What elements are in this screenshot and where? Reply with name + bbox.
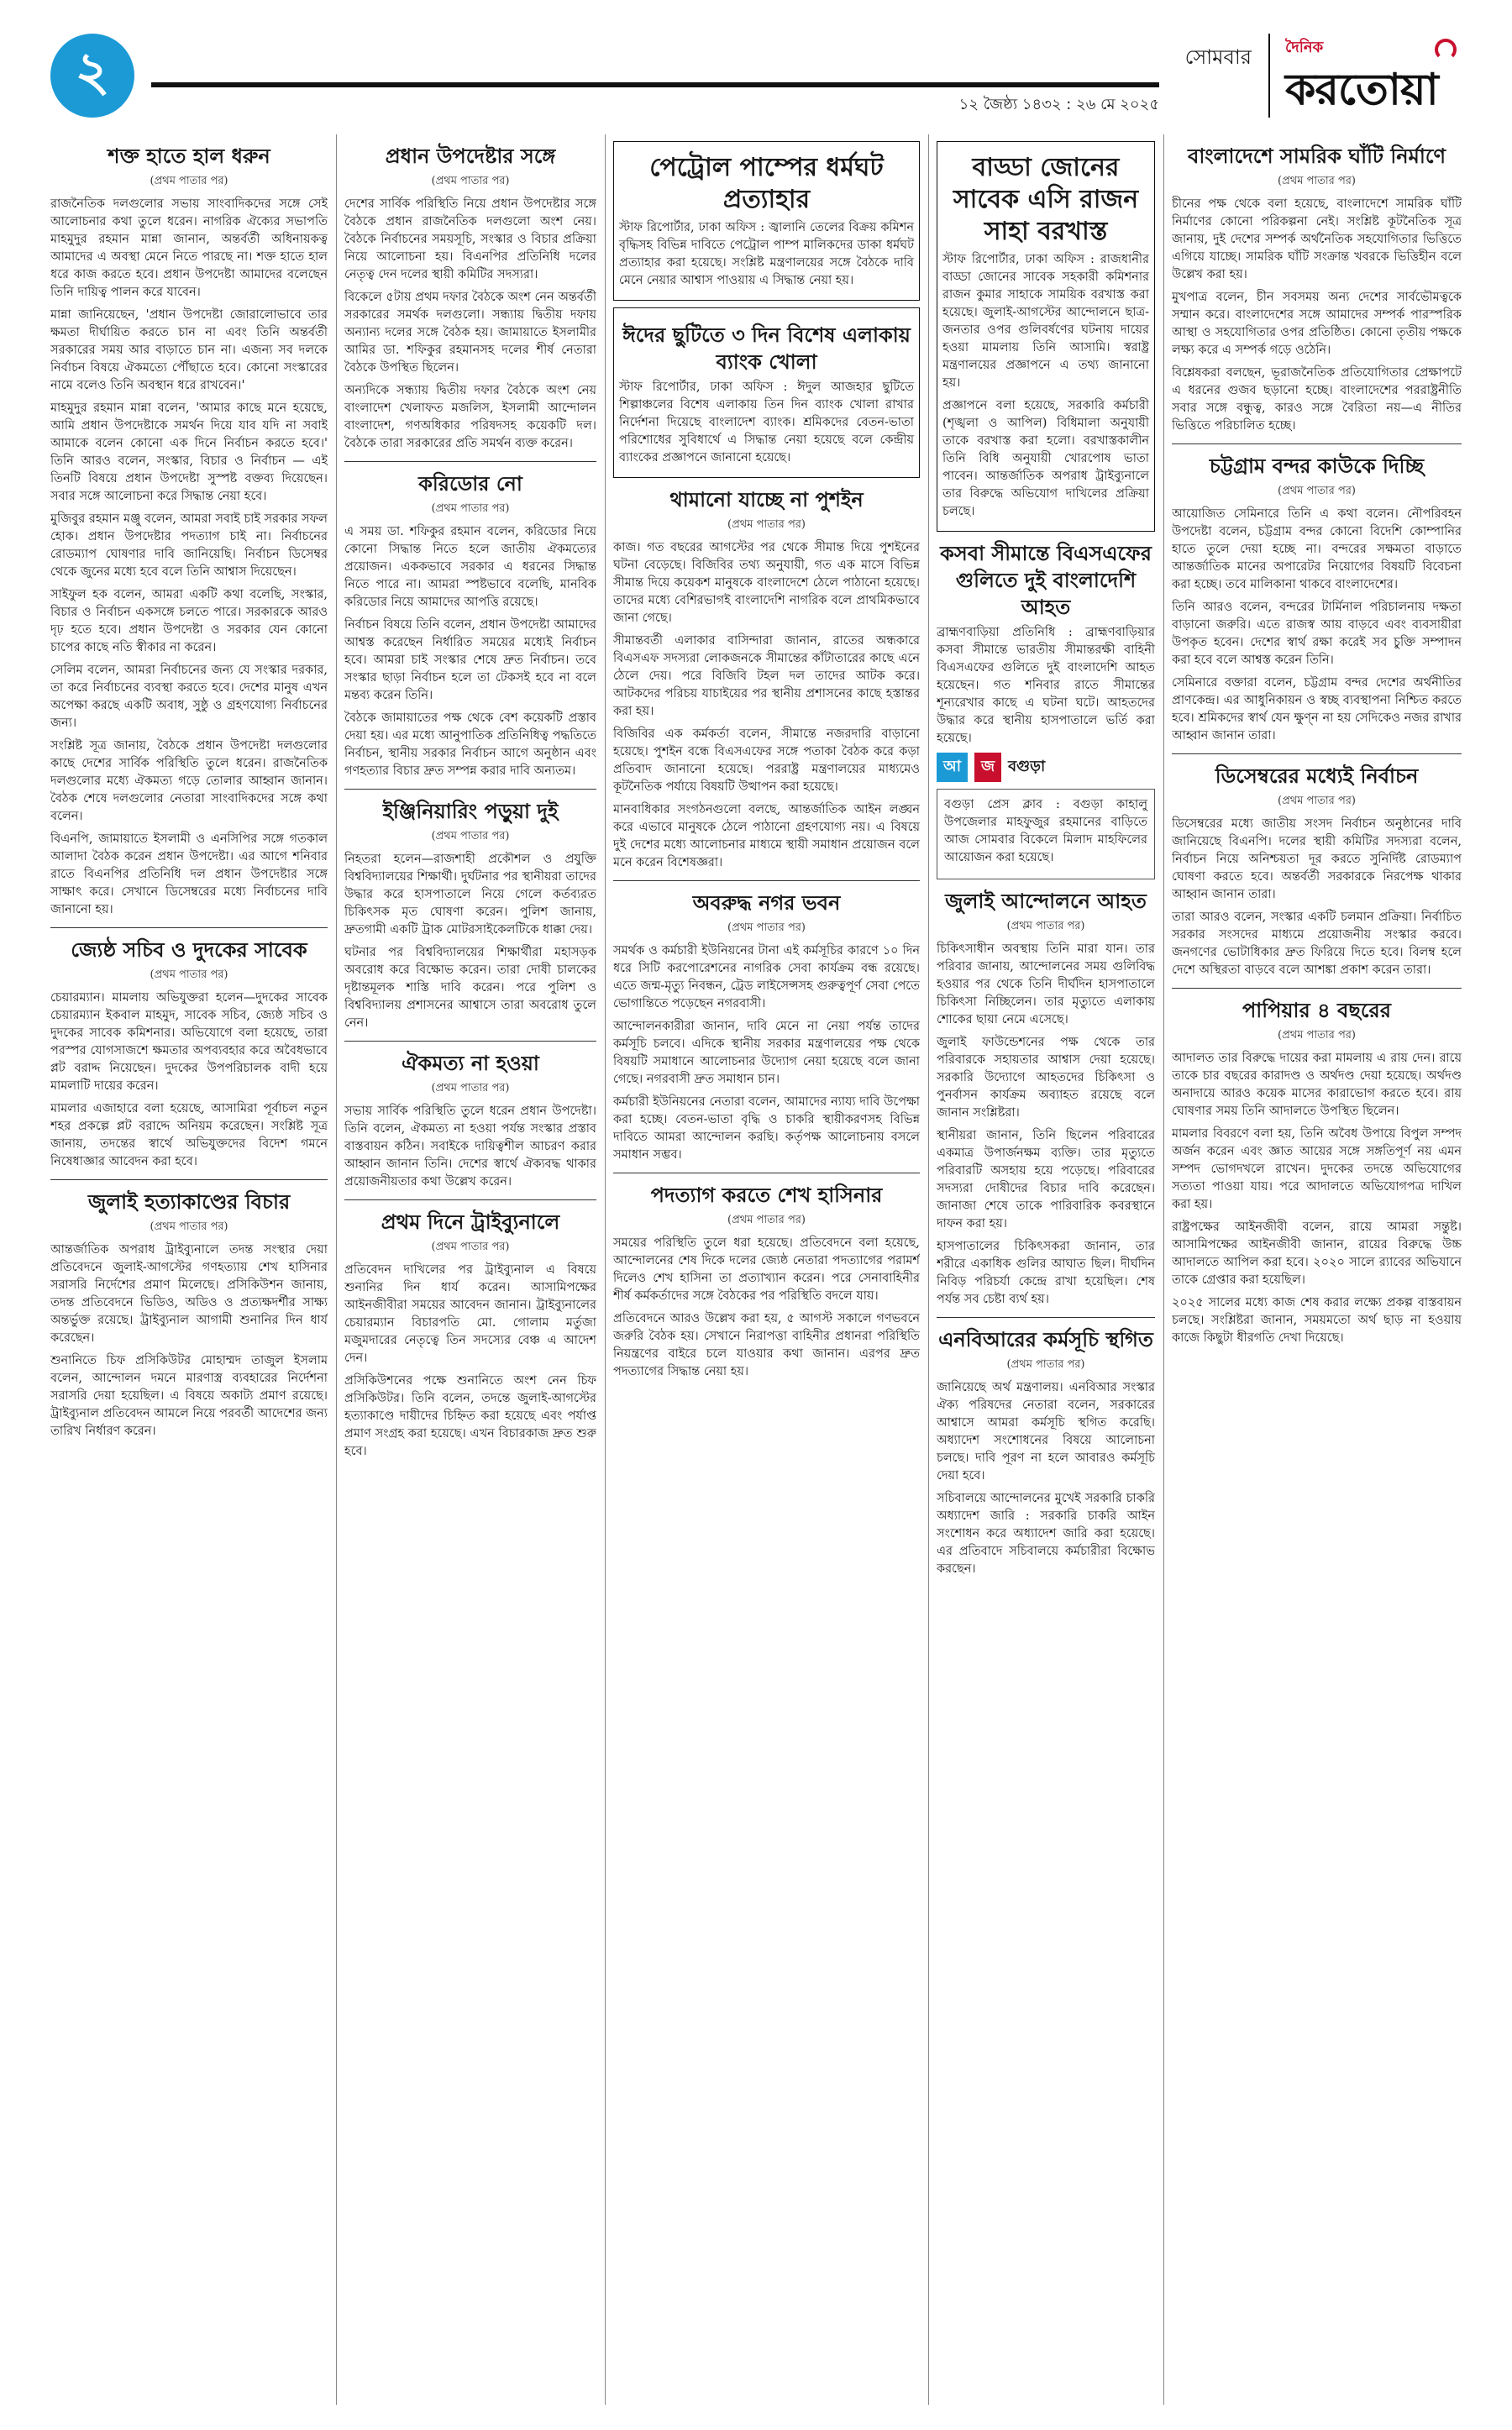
article-paragraph: আয়োজিত সেমিনারে তিনি এ কথা বলেন। নৌপরিবহন উপদেষ্টা বলেন, চট্টগ্রাম বন্দর কোনো বিদেশি কোম্পানির হাতে তুলে দেয়া হচ্ছে না। বন্দরের সক্ষমতা বাড়াতে আন্তর্জাতিক মানের অপারেটর নিয়োগের বিষয়টি বিবেচনা করা হচ্ছে। তবে মালিকানা থাকবে বাংলাদেশের। [1172,507,1462,591]
headline: কসবা সীমান্তে বিএসএফের গুলিতে দুই বাংলাদেশি আহত [940,541,1152,619]
continuation-note: (প্রথম পাতার পর) [727,518,806,531]
headline: ঈদের ছুটিতে ৩ দিন বিশেষ এলাকায় ব্যাংক খোলা [622,323,911,374]
continuation-note: (প্রথম পাতার পর) [150,968,228,981]
article-paragraph: সেমিনারে বক্তারা বলেন, চট্টগ্রাম বন্দর দেশের অর্থনীতির প্রাণকেন্দ্র। এর আধুনিকায়ন ও স্বচ্ছ ব্যবস্থাপনা নিশ্চিত করতে হবে। শ্রমিকদের স্বার্থ যেন ক্ষুণ্ন না হয় সেদিকেও নজর রাখার আহ্বান জানান তারা। [1172,676,1462,743]
article-paragraph: ডিসেম্বরের মধ্যে জাতীয় সংসদ নির্বাচন অনুষ্ঠানের দাবি জানিয়েছে বিএনপি। দলের স্থায়ী কমিটির সদস্যরা বলেন, নির্বাচন নিয়ে অনিশ্চয়তা দূর করতে সুনির্দিষ্ট রোডম্যাপ ঘোষণা করতে হবে। অন্তর্বর্তী সরকারকে নিরপেক্ষ থাকার আহ্বান জানান তারা। [1172,817,1462,901]
article-paragraph: জুলাই ফাউন্ডেশনের পক্ষ থেকে তার পরিবারকে সহায়তার আশ্বাস দেয়া হয়েছে। সরকারি উদ্যোগে আহতদের চিকিৎসা ও পুনর্বাসন কার্যক্রম অব্যাহত রয়েছে বলে জানান সংশ্লিষ্টরা। [937,1036,1155,1120]
article-paragraph: বিজিবির এক কর্মকর্তা বলেন, সীমান্তে নজরদারি বাড়ানো হয়েছে। পুশইন বন্ধে বিএসএফের সঙ্গে পতাকা বৈঠক করে কড়া প্রতিবাদ জানানো হয়েছে। পররাষ্ট্র মন্ত্রণালয়ের মাধ্যমেও কূটনৈতিক পর্যায়ে বিষয়টি উত্থাপন করা হয়েছে। [613,727,920,794]
article-paragraph: নিহতরা হলেন—রাজশাহী প্রকৌশল ও প্রযুক্তি বিশ্ববিদ্যালয়ের শিক্ষার্থী। দুর্ঘটনার পর স্থানীয়রা তাদের উদ্ধার করে হাসপাতালে নিয়ে গেলে কর্তব্যরত চিকিৎসক মৃত ঘোষণা করেন। পুলিশ জানায়, দ্রুতগামী একটি ট্রাক মোটরসাইকেলটিকে ধাক্কা দেয়। [344,853,596,937]
section-divider [613,880,920,881]
logo-title: করতোয়া [1285,65,1438,115]
article-paragraph: স্থানীয়রা জানান, তিনি ছিলেন পরিবারের একমাত্র উপার্জনক্ষম ব্যক্তি। তার মৃত্যুতে পরিবারটি অসহায় হয়ে পড়েছে। পরিবারের সদস্যরা দোষীদের বিচার দাবি করেছেন। জানাজা শেষে তাকে পারিবারিক কবরস্থানে দাফন করা হয়। [937,1129,1155,1231]
article-paragraph: বিশ্লেষকরা বলছেন, ভূরাজনৈতিক প্রতিযোগিতার প্রেক্ষাপটে এ ধরনের গুজব ছড়ানো হচ্ছে। বাংলাদেশের পররাষ্ট্রনীতি সবার সঙ্গে বন্ধুত্ব, কারও সঙ্গে বৈরিতা নয়—এ নীতির ভিত্তিতে পরিচালিত হচ্ছে। [1172,366,1462,433]
headline: জুলাই হত্যাকাণ্ডের বিচার [87,1189,291,1214]
section-divider [1172,443,1462,444]
article-paragraph: স্টাফ রিপোর্টার, ঢাকা অফিস : ঈদুল আজহার ছুটিতে শিল্পাঞ্চলের বিশেষ এলাকায় তিন দিন ব্যাংক খোলা রাখার নির্দেশনা দিয়েছে বাংলাদেশ ব্যাংক। শ্রমিকদের বেতন-ভাতা পরিশোধের সুবিধার্থে এ সিদ্ধান্ত নেয়া হয়েছে বলে কেন্দ্রীয় ব্যাংকের প্রজ্ঞাপনে জানানো হয়েছে। [619,381,914,464]
article-paragraph: সীমান্তবর্তী এলাকার বাসিন্দারা জানান, রাতের অন্ধকারে বিএসএফ সদস্যরা লোকজনকে সীমান্তের কাঁটাতারের কাছে এনে ঠেলে দেয়। পরে বিজিবি টহল দল তাদের আটক করে। আটকদের পরিচয় যাচাইয়ের পর স্থানীয় প্রশাসনের কাছে হস্তান্তর করা হয়। [613,634,920,718]
section-badge: জ [974,753,1001,782]
continuation-note: (প্রথম পাতার পর) [1006,920,1085,932]
article-paragraph: মাহমুদুর রহমান মান্না বলেন, 'আমার কাছে মনে হয়েছে, আমি প্রধান উপদেষ্টাকে সমর্থন দিয়ে যাব যদি না সবাই আমাকে বলেন কোনো এক দিনে নির্বাচন করতে হবে।' তিনি আরও বলেন, সংস্কার, বিচার ও নির্বাচন — এই তিনটি বিষয়ে প্রধান উপদেষ্টা সুস্পষ্ট বক্তব্য দিয়েছেন। সবার সঙ্গে আলোচনা করে সিদ্ধান্ত নেয়া হবে। [50,402,328,503]
article-paragraph: বিএনপি, জামায়াতে ইসলামী ও এনসিপির সঙ্গে গতকাল আলাদা বৈঠক করেন প্রধান উপদেষ্টা। এর আগে শনিবার রাতে বিএনপির প্রতিনিধি দল প্রধান উপদেষ্টার সঙ্গে সাক্ষাৎ করে। সেখানে ডিসেম্বরের মধ্যে নির্বাচনের দাবি জানানো হয়। [50,832,328,916]
article-paragraph: হাসপাতালের চিকিৎসকরা জানান, তার শরীরে একাধিক গুলির আঘাত ছিল। দীর্ঘদিন নিবিড় পরিচর্যা কেন্দ্রে রাখা হয়েছিল। শেষ পর্যন্ত সব চেষ্টা ব্যর্থ হয়। [937,1240,1155,1306]
article-paragraph: মামলার বিবরণে বলা হয়, তিনি অবৈধ উপায়ে বিপুল সম্পদ অর্জন করেন এবং জ্ঞাত আয়ের সঙ্গে সঙ্গতিপূর্ণ নয় এমন সম্পদ ভোগদখলে রাখেন। দুদকের তদন্তে অভিযোগের সত্যতা পাওয়া যায়। পরে আদালতে অভিযোগপত্র দাখিল করা হয়। [1172,1127,1462,1211]
column-3 [613,134,920,2405]
continuation-note: (প্রথম পাতার পর) [1278,795,1356,807]
section-divider [1172,988,1462,989]
article-paragraph: অন্যদিকে সন্ধ্যায় দ্বিতীয় দফার বৈঠকে অংশ নেয় বাংলাদেশ খেলাফত মজলিস, ইসলামী আন্দোলন বাংলাদেশ, গণঅধিকার পরিষদসহ কয়েকটি দল। বৈঠকে তারা সরকারের প্রতি সমর্থন ব্যক্ত করেন। [344,384,596,450]
continuation-note: (প্রথম পাতার পর) [431,502,510,515]
headline: বাংলাদেশে সামরিক ঘাঁটি নির্মাণে [1187,144,1446,168]
article-paragraph: সংশ্লিষ্ট সূত্র জানায়, বৈঠকে প্রধান উপদেষ্টা দলগুলোর কাছে দেশের সার্বিক পরিস্থিতি তুলে ধরেন। রাজনৈতিক দলগুলোর মধ্যে ঐকমত্য গড়ে তোলার আহ্বান জানান। বৈঠক শেষে দলগুলোর নেতারা সাংবাদিকদের সঙ্গে কথা বলেন। [50,739,328,823]
article-paragraph: প্রতিবেদনে আরও উল্লেখ করা হয়, ৫ আগস্ট সকালে গণভবনে জরুরি বৈঠক হয়। সেখানে নিরাপত্তা বাহিনীর প্রধানরা পরিস্থিতি নিয়ন্ত্রণের বাইরে চলে যাওয়ার কথা জানান। এরপর দ্রুত পদত্যাগের সিদ্ধান্ত নেয়া হয়। [613,1312,920,1378]
continuation-note: (প্রথম পাতার পর) [431,1082,510,1094]
section-divider [50,1179,328,1180]
headline: করিডোর নো [418,471,522,496]
logo-arc-icon [1435,39,1457,60]
page-number-badge: ২ [50,34,134,118]
masthead [50,34,1462,122]
article-paragraph: ঘটনার পর বিশ্ববিদ্যালয়ের শিক্ষার্থীরা মহাসড়ক অবরোধ করে বিক্ষোভ করেন। তারা দোষী চালকের দৃষ্টান্তমূলক শাস্তি দাবি করেন। পরে পুলিশ ও বিশ্ববিদ্যালয় প্রশাসনের আশ্বাসে তারা অবরোধ তুলে নেন। [344,946,596,1030]
continuation-note: (প্রথম পাতার পর) [431,1241,510,1253]
continuation-note: (প্রথম পাতার পর) [150,1220,228,1233]
article-paragraph: বৈঠকে জামায়াতের পক্ষ থেকে বেশ কয়েকটি প্রস্তাব দেয়া হয়। এর মধ্যে আনুপাতিক প্রতিনিধিত্ব পদ্ধতিতে নির্বাচন, স্থানীয় সরকার নির্বাচন আগে অনুষ্ঠান এবং গণহত্যার বিচার দ্রুত সম্পন্ন করার দাবি অন্যতম। [344,711,596,778]
article-paragraph: আদালত তার বিরুদ্ধে দায়ের করা মামলায় এ রায় দেন। রায়ে তাকে চার বছরের কারাদণ্ড ও অর্থদণ্ড দেয়া হয়েছে। অর্থদণ্ড অনাদায়ে আরও কয়েক মাসের কারাভোগ করতে হবে। রায় ঘোষণার সময় তিনি আদালতে উপস্থিত ছিলেন। [1172,1052,1462,1118]
boxed-news [937,141,1155,532]
headline: এনবিআরের কর্মসূচি স্থগিত [938,1327,1153,1351]
article-paragraph: তিনি আরও বলেন, বন্দরের টার্মিনাল পরিচালনায় দক্ষতা বাড়ানো জরুরি। এতে রাজস্ব আয় বাড়বে এবং ব্যবসায়ীরা উপকৃত হবেন। দেশের স্বার্থ রক্ষা করেই সব চুক্তি সম্পাদন করা হবে বলে আশ্বস্ত করেন তিনি। [1172,601,1462,667]
section-divider [344,1041,596,1042]
article-paragraph: মান্না জানিয়েছেন, 'প্রধান উপদেষ্টা জোরালোভাবে তার ক্ষমতা দীর্ঘায়িত করতে চান না এবং তিনি অন্তর্বর্তী সরকারের সময় আর বাড়াতে চান না। এজন্য সব দলকে নির্বাচন বিষয়ে ঐকমত্যে পৌঁছাতে হবে। কোনো সংস্কারের নামে বলেও তিনি অবস্থান ধরে রাখবেন।' [50,308,328,392]
article-paragraph: দেশের সার্বিক পরিস্থিতি নিয়ে প্রধান উপদেষ্টার সঙ্গে বৈঠকে প্রধান রাজনৈতিক দলগুলো অংশ নেয়। বৈঠকে নির্বাচনের সময়সূচি, সংস্কার ও বিচার প্রক্রিয়া নিয়ে আলোচনা হয়। বিএনপির প্রতিনিধি দলের নেতৃত্ব দেন দলের স্থায়ী কমিটির সদস্যরা। [344,197,596,281]
article-paragraph: মুখপাত্র বলেন, চীন সবসময় অন্য দেশের সার্বভৌমত্বকে সম্মান করে। বাংলাদেশের সঙ্গে আমাদের সম্পর্ক পারস্পরিক আস্থা ও সহযোগিতার ওপর প্রতিষ্ঠিত। কোনো তৃতীয় পক্ষকে লক্ষ্য করে এ সম্পর্ক গড়ে ওঠেনি। [1172,291,1462,357]
section-badge: আ [937,753,968,782]
article-paragraph: সময়ের পরিস্থিতি তুলে ধরা হয়েছে। প্রতিবেদনে বলা হয়েছে, আন্দোলনের শেষ দিকে দলের জ্যেষ্ঠ নেতারা পদত্যাগের পরামর্শ দিলেও শেখ হাসিনা তা প্রত্যাখ্যান করেন। পরে সেনাবাহিনীর শীর্ষ কর্মকর্তাদের সঙ্গে বৈঠকের পর পরিস্থিতি বদলে যায়। [613,1236,920,1303]
article-paragraph: সচিবালয়ে আন্দোলনের মুখেই সরকারি চাকরি অধ্যাদেশ জারি : সরকারি চাকরি আইন সংশোধন করে অধ্যাদেশ জারি করা হয়েছে। এর প্রতিবাদে সচিবালয়ে কর্মচারীরা বিক্ষোভ করছেন। [937,1492,1155,1576]
headline: শক্ত হাতে হাল ধরুন [108,144,270,168]
continuation-note: (প্রথম পাতার পর) [150,175,228,187]
notice-box [937,789,1155,879]
headline: জ্যেষ্ঠ সচিব ও দুদকের সাবেক [71,937,307,962]
article-paragraph: রাষ্ট্রপক্ষের আইনজীবী বলেন, রায়ে আমরা সন্তুষ্ট। আসামিপক্ষের আইনজীবী জানান, রায়ের বিরুদ্ধে উচ্চ আদালতে আপিল করা হবে। ২০২০ সালে র‍্যাবের অভিযানে তাকে গ্রেপ্তার করা হয়েছিল। [1172,1220,1462,1287]
continuation-note: (প্রথম পাতার পর) [431,175,510,187]
column-divider [605,134,606,2405]
section-divider [344,461,596,462]
article-paragraph: চীনের পক্ষ থেকে বলা হয়েছে, বাংলাদেশে সামরিক ঘাঁটি নির্মাণের কোনো পরিকল্পনা নেই। সংশ্লিষ্ট কূটনৈতিক সূত্র জানায়, দুই দেশের সম্পর্ক অর্থনৈতিক সহযোগিতার ভিত্তিতে এগিয়ে যাচ্ছে। সামরিক ঘাঁটি সংক্রান্ত খবরকে ভিত্তিহীন বলে উল্লেখ করা হয়। [1172,197,1462,281]
article-paragraph: সাইফুল হক বলেন, আমরা একটি কথা বলেছি, সংস্কার, বিচার ও নির্বাচন একসঙ্গে চলতে পারে। সরকারকে আরও দৃঢ় হতে হবে। প্রধান উপদেষ্টা ও সরকার যেন কোনো চাপের কাছে নতি স্বীকার না করেন। [50,588,328,654]
newspaper-logo [1268,34,1462,118]
article-paragraph: জানিয়েছে অর্থ মন্ত্রণালয়। এনবিআর সংস্কার ঐক্য পরিষদের নেতারা বলেন, সরকারের আশ্বাসে আমরা কর্মসূচি স্থগিত করেছি। অধ্যাদেশ সংশোধনের বিষয়ে আলোচনা চলছে। দাবি পূরণ না হলে আবারও কর্মসূচি দেয়া হবে। [937,1381,1155,1483]
article-paragraph: ২০২৫ সালের মধ্যে কাজ শেষ করার লক্ষ্যে প্রকল্প বাস্তবায়ন চলছে। সংশ্লিষ্টরা জানান, সময়মতো অর্থ ছাড় না হওয়ায় কাজে কিছুটা ধীরগতি দেখা দিয়েছে। [1172,1296,1462,1345]
headline: ইঞ্জিনিয়ারিং পড়ুয়া দুই [382,799,559,823]
article-paragraph: নির্বাচন বিষয়ে তিনি বলেন, প্রধান উপদেষ্টা আমাদের আশ্বস্ত করেছেন নির্ধারিত সময়ের মধ্যেই নির্বাচন হবে। আমরা চাই সংস্কার শেষে দ্রুত নির্বাচন। তবে সংস্কার ছাড়া নির্বাচন হলে তা টেকসই হবে না বলে মন্তব্য করেন তিনি। [344,618,596,702]
section-divider [937,1317,1155,1318]
masthead-date: ১২ জৈষ্ঠ্য ১৪৩২ : ২৬ মে ২০২৫ [958,96,1159,113]
article-paragraph: এ সময় ডা. শফিকুর রহমান বলেন, করিডোর নিয়ে কোনো সিদ্ধান্ত নিতে হলে জাতীয় ঐকমত্যের প্রয়োজন। এককভাবে সরকার এ ধরনের সিদ্ধান্ত নিতে পারে না। আমরা স্পষ্টভাবে বলেছি, মানবিক করিডোর নিয়ে আমাদের আপত্তি রয়েছে। [344,525,596,609]
masthead-day: সোমবার [1184,45,1252,69]
article-paragraph: মানবাধিকার সংগঠনগুলো বলছে, আন্তর্জাতিক আইন লঙ্ঘন করে এভাবে মানুষকে ঠেলে পাঠানো গ্রহণযোগ্য নয়। এ বিষয়ে দুই দেশের মধ্যে আলোচনার মাধ্যমে স্থায়ী সমাধান প্রয়োজন বলে মনে করেন বিশেষজ্ঞরা। [613,803,920,869]
article-paragraph: চেয়ারম্যান। মামলায় অভিযুক্তরা হলেন—দুদকের সাবেক চেয়ারম্যান ইকবাল মাহমুদ, সাবেক সচিব, জ্যেষ্ঠ সচিব ও দুদকের সাবেক কমিশনার। অভিযোগে বলা হয়েছে, তারা পরস্পর যোগসাজশে ক্ষমতার অপব্যবহার করে অবৈধভাবে প্লট বরাদ্দ নিয়েছেন। দুদকের উপপরিচালক বাদী হয়ে মামলাটি দায়ের করেন। [50,991,328,1093]
article-paragraph: তারা আরও বলেন, সংস্কার একটি চলমান প্রক্রিয়া। নির্বাচিত সরকার সংসদের মাধ্যমে প্রয়োজনীয় সংস্কার করবে। জনগণের ভোটাধিকার দ্রুত ফিরিয়ে দিতে হবে। বিলম্ব হলে দেশে অস্থিরতা বাড়বে বলে আশঙ্কা প্রকাশ করেন তারা। [1172,911,1462,977]
article-paragraph: শুনানিতে চিফ প্রসিকিউটর মোহাম্মদ তাজুল ইসলাম বলেন, আন্দোলন দমনে মারণাস্ত্র ব্যবহারের নির্দেশনা সরাসরি দেয়া হয়েছিল। এ বিষয়ে অকাট্য প্রমাণ রয়েছে। ট্রাইব্যুনাল প্রতিবেদন আমলে নিয়ে পরবর্তী আদেশের জন্য তারিখ নির্ধারণ করেন। [50,1354,328,1438]
article-paragraph: সেলিম বলেন, আমরা নির্বাচনের জন্য যে সংস্কার দরকার, তা করে নির্বাচনের ব্যবস্থা করতে হবে। দেশের মানুষ এখন অপেক্ষা করছে একটি অবাধ, সুষ্ঠু ও গ্রহণযোগ্য নির্বাচনের জন্য। [50,664,328,730]
article-paragraph: সমর্থক ও কর্মচারী ইউনিয়নের টানা এই কর্মসূচির কারণে ১০ দিন ধরে সিটি করপোরেশনের নাগরিক সেবা কার্যক্রম বন্ধ রয়েছে। এতে জন্ম-মৃত্যু নিবন্ধন, ট্রেড লাইসেন্সসহ গুরুত্বপূর্ণ সেবা পেতে ভোগান্তিতে পড়েছেন নগরবাসী। [613,944,920,1010]
article-paragraph: বিকেলে ৫টায় প্রথম দফার বৈঠকে অংশ নেন অন্তর্বর্তী সরকারের সমর্থক দলগুলো। সন্ধ্যায় দ্বিতীয় দফায় অন্যান্য দলের সঙ্গে বৈঠক হয়। জামায়াতে ইসলামীর আমির ডা. শফিকুর রহমানসহ দলের শীর্ষ নেতারা বৈঠকে উপস্থিত ছিলেন। [344,291,596,375]
article-paragraph: প্রতিবেদন দাখিলের পর ট্রাইব্যুনাল এ বিষয়ে শুনানির দিন ধার্য করেন। আসামিপক্ষের আইনজীবীরা সময়ের আবেদন জানান। ট্রাইব্যুনালের চেয়ারম্যান বিচারপতি মো. গোলাম মর্তুজা মজুমদারের নেতৃত্বে তিন সদস্যের বেঞ্চ এ আদেশ দেন। [344,1263,596,1365]
headline: পদত্যাগ করতে শেখ হাসিনার [650,1183,883,1207]
place-label: বগুড়া [1008,758,1046,775]
continuation-note: (প্রথম পাতার পর) [1278,1029,1356,1042]
column-1 [50,134,328,2405]
section-divider [50,927,328,928]
headline: অবরুদ্ধ নগর ভবন [692,890,841,915]
headline: ডিসেম্বরের মধ্যেই নির্বাচন [1215,764,1419,788]
section-divider [1172,753,1462,754]
boxed-news [613,141,920,301]
headline: পাপিয়ার ৪ বছরের [1242,998,1391,1022]
headline: থামানো যাচ্ছে না পুশইন [669,487,864,512]
column-divider [1163,134,1164,2405]
continuation-note: (প্রথম পাতার পর) [1278,485,1356,497]
headline: পেট্রোল পাম্পের ধর্মঘট প্রত্যাহার [649,153,884,214]
article-paragraph: মুজিবুর রহমান মঞ্জু বলেন, আমরা সবাই চাই সরকার সফল হোক। প্রধান উপদেষ্টার পদত্যাগ চাই না। নির্বাচনের রোডম্যাপ ঘোষণার দাবি জানিয়েছি। নির্বাচন ডিসেম্বর থেকে জুনের মধ্যে হবে বলে তিনি আশ্বাস দিয়েছেন। [50,512,328,579]
headline: প্রধান উপদেষ্টার সঙ্গে [385,144,556,168]
article-paragraph: রাজনৈতিক দলগুলোর সভায় সাংবাদিকদের সঙ্গে সেই আলোচনার কথা তুলে ধরেন। নাগরিক ঐক্যের সভাপতি মাহমুদুর রহমান মান্না জানান, অন্তর্বর্তী অধিনায়কত্ব আমাদের এ অবস্থা মেনে নিতে পারছে না। শক্ত হাতে হাল ধরে কাজ করতে হবে। প্রধান উপদেষ্টা আমাদের বলেছেন তিনি দায়িত্ব পালন করে যাবেন। [50,197,328,299]
headline: ঐকমত্য না হওয়া [402,1051,539,1075]
column-5 [1172,134,1462,2405]
section-divider [344,789,596,790]
logo-small-text: দৈনিক [1285,39,1324,56]
article-paragraph: স্টাফ রিপোর্টার, ঢাকা অফিস : রাজধানীর বাড্ডা জোনের সাবেক সহকারী কমিশনার রাজন কুমার সাহাকে সাময়িক বরখাস্ত করা হয়েছে। জুলাই-আগস্টের আন্দোলনে ছাত্র-জনতার ওপর গুলিবর্ষণের ঘটনায় দায়ের হওয়া মামলায় তিনি আসামি। স্বরাষ্ট্র মন্ত্রণালয়ের প্রজ্ঞাপনে এ তথ্য জানানো হয়। [942,253,1149,390]
article-paragraph: চিকিৎসাধীন অবস্থায় তিনি মারা যান। তার পরিবার জানায়, আন্দোলনের সময় গুলিবিদ্ধ হওয়ার পর থেকে তিনি দীর্ঘদিন হাসপাতালে চিকিৎসা নিচ্ছিলেন। তার মৃত্যুতে এলাকায় শোকের ছায়া নেমে এসেছে। [937,942,1155,1026]
masthead-rule [151,82,1159,87]
continuation-note: (প্রথম পাতার পর) [431,830,510,842]
article-paragraph: মামলার এজাহারে বলা হয়েছে, আসামিরা পূর্বাচল নতুন শহর প্রকল্পে প্লট বরাদ্দে অনিয়ম করেছেন। সংশ্লিষ্ট সূত্র জানায়, তদন্তের স্বার্থে অভিযুক্তদের বিদেশ গমনে নিষেধাজ্ঞার আবেদন করা হবে। [50,1102,328,1168]
article-paragraph: কাজ। গত বছরের আগস্টের পর থেকে সীমান্ত দিয়ে পুশইনের ঘটনা বেড়েছে। বিজিবির তথ্য অনুযায়ী, গত এক মাসে বিভিন্ন সীমান্ত দিয়ে কয়েকশ মানুষকে বাংলাদেশে ঠেলে পাঠানো হয়েছে। তাদের মধ্যে বেশিরভাগই বাংলাদেশি নাগরিক বলে প্রাথমিকভাবে জানা গেছে। [613,541,920,625]
headline: বাড্ডা জোনের সাবেক এসি রাজন সাহা বরখাস্ত [953,153,1139,246]
headline: চট্টগ্রাম বন্দর কাউকে দিচ্ছি [1209,454,1425,478]
article-paragraph: প্রসিকিউশনের পক্ষে শুনানিতে অংশ নেন চিফ প্রসিকিউটর। তিনি বলেন, তদন্তে জুলাই-আগস্টের হত্যাকাণ্ডে দায়ীদের চিহ্নিত করা হয়েছে এবং পর্যাপ্ত প্রমাণ সংগ্রহ করা হয়েছে। এখন বিচারকাজ দ্রুত শুরু হবে। [344,1374,596,1458]
article-paragraph: কর্মচারী ইউনিয়নের নেতারা বলেন, আমাদের ন্যায্য দাবি উপেক্ষা করা হচ্ছে। বেতন-ভাতা বৃদ্ধি ও চাকরি স্থায়ীকরণসহ বিভিন্ন দাবিতে আমরা আন্দোলন করছি। কর্তৃপক্ষ আলোচনায় বসলে সমাধান সম্ভব। [613,1095,920,1162]
continuation-note: (প্রথম পাতার পর) [727,921,806,934]
local-news-header [937,753,1155,782]
column-2 [344,134,596,2405]
continuation-note: (প্রথম পাতার পর) [727,1214,806,1226]
continuation-note: (প্রথম পাতার পর) [1006,1358,1085,1371]
column-4 [937,134,1155,2405]
section-divider [344,1199,596,1200]
article-paragraph: সভায় সার্বিক পরিস্থিতি তুলে ধরেন প্রধান উপদেষ্টা। তিনি বলেন, ঐকমত্য না হওয়া পর্যন্ত সংস্কার প্রস্তাব বাস্তবায়ন কঠিন। সবাইকে দায়িত্বশীল আচরণ করার আহ্বান জানান তিনি। দেশের স্বার্থে ঐক্যবদ্ধ থাকার প্রয়োজনীয়তার কথা উল্লেখ করেন। [344,1105,596,1189]
continuation-note: (প্রথম পাতার পর) [1278,175,1356,187]
headline: প্রথম দিনে ট্রাইব্যুনালে [381,1210,560,1234]
article-paragraph: আন্দোলনকারীরা জানান, দাবি মেনে না নেয়া পর্যন্ত তাদের কর্মসূচি চলবে। এদিকে স্থানীয় সরকার মন্ত্রণালয়ের পক্ষ থেকে বিষয়টি সমাধানে আলোচনার উদ্যোগ নেয়া হয়েছে বলে জানা গেছে। নগরবাসী দ্রুত সমাধান চান। [613,1020,920,1086]
headline: জুলাই আন্দোলনে আহত [945,889,1147,913]
article-paragraph: ব্রাহ্মণবাড়িয়া প্রতিনিধি : ব্রাহ্মণবাড়িয়ার কসবা সীমান্তে ভারতীয় সীমান্তরক্ষী বাহিনী বিএসএফের গুলিতে দুই বাংলাদেশি আহত হয়েছেন। গত শনিবার রাতে সীমান্তের শূন্যরেখার কাছে এ ঘটনা ঘটে। আহতদের উদ্ধার করে স্থানীয় হাসপাতালে ভর্তি করা হয়েছে। [937,626,1155,745]
article-paragraph: আন্তর্জাতিক অপরাধ ট্রাইব্যুনালে তদন্ত সংস্থার দেয়া প্রতিবেদনে জুলাই-আগস্টের গণহত্যায় শেখ হাসিনার সরাসরি নির্দেশের প্রমাণ মিলেছে। প্রসিকিউশন জানায়, তদন্ত প্রতিবেদনে ভিডিও, অডিও ও প্রত্যক্ষদর্শীর সাক্ষ্য অন্তর্ভুক্ত রয়েছে। ট্রাইব্যুনাল আগামী শুনানির দিন ধার্য করেছেন। [50,1243,328,1345]
boxed-news [613,307,920,478]
column-divider [928,134,929,2405]
article-paragraph: প্রজ্ঞাপনে বলা হয়েছে, সরকারি কর্মচারী (শৃঙ্খলা ও আপিল) বিধিমালা অনুযায়ী তাকে বরখাস্ত করা হলো। বরখাস্তকালীন তিনি বিধি অনুযায়ী খোরপোষ ভাতা পাবেন। আন্তর্জাতিক অপরাধ ট্রাইব্যুনালে তার বিরুদ্ধে অভিযোগ দাখিলের প্রক্রিয়া চলছে। [942,399,1149,518]
article-paragraph: স্টাফ রিপোর্টার, ঢাকা অফিস : জ্বালানি তেলের বিক্রয় কমিশন বৃদ্ধিসহ বিভিন্ন দাবিতে পেট্রোল পাম্প মালিকদের ডাকা ধর্মঘট প্রত্যাহার করা হয়েছে। সংশ্লিষ্ট মন্ত্রণালয়ের সঙ্গে বৈঠকে দাবি মেনে নেয়ার আশ্বাস পাওয়ায় এ সিদ্ধান্ত নেয়া হয়। [619,221,914,287]
article-paragraph: বগুড়া প্রেস ক্লাব : বগুড়া কাহালু উপজেলার মাহফুজুর রহমানের বাড়িতে আজ সোমবার বিকেলে মিলাদ মাহফিলের আয়োজন করা হয়েছে। [944,798,1147,864]
column-divider [336,134,337,2405]
